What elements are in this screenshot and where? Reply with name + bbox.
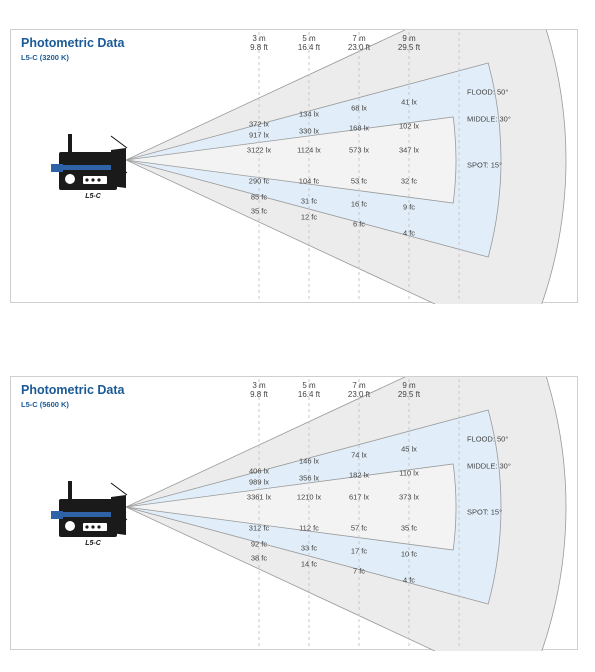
footcandle-value: 10 fc — [400, 549, 418, 559]
lux-value: 373 lx — [398, 492, 420, 502]
lux-value: 617 lx — [348, 492, 370, 502]
footcandle-value: 32 fc — [400, 176, 418, 186]
distance-header — [385, 34, 433, 52]
footcandle-value: 33 fc — [300, 543, 318, 553]
photometric-panel-5600k — [10, 376, 578, 650]
lux-value: 110 lx — [399, 468, 419, 478]
distance-feet: 9.8 ft — [250, 390, 268, 399]
distance-feet: 16.4 ft — [297, 43, 321, 52]
footcandle-value: 17 fc — [350, 546, 368, 556]
panel-title: Photometric Data — [21, 36, 125, 50]
lamp-model-label: L5-C — [85, 540, 101, 547]
distance-header — [285, 381, 333, 399]
button-dot-icon — [85, 525, 88, 528]
footcandle-value: 9 fc — [402, 202, 416, 212]
footcandle-value: 14 fc — [300, 559, 318, 569]
blue-stripe-icon — [63, 512, 115, 517]
distance-feet: 23.0 ft — [347, 43, 371, 52]
beam-angle-label: MIDDLE: 30° — [467, 461, 511, 471]
footcandle-value: 35 fc — [400, 523, 418, 533]
footcandle-value: 312 fc — [248, 523, 270, 533]
distance-header — [385, 381, 433, 399]
distance-header — [335, 381, 383, 399]
knob-icon — [64, 520, 76, 532]
footcandle-value: 4 fc — [402, 575, 416, 585]
lux-value: 1124 lx — [297, 145, 321, 155]
lamp-fixture-icon — [51, 134, 127, 200]
distance-meters: 3 m — [252, 34, 266, 43]
lux-value: 406 lx — [248, 466, 270, 476]
footcandle-value: 290 fc — [248, 176, 270, 186]
lux-value: 45 lx — [401, 444, 417, 454]
lux-value: 372 lx — [248, 119, 270, 129]
distance-meters: 3 m — [252, 381, 266, 390]
footcandle-value: 92 fc — [250, 539, 268, 549]
distance-meters: 5 m — [302, 34, 316, 43]
lens-front-icon — [111, 495, 126, 535]
blue-stripe-icon — [63, 165, 115, 170]
distance-feet: 29.5 ft — [397, 43, 421, 52]
distance-header — [235, 34, 283, 52]
lux-value: 347 lx — [398, 145, 420, 155]
footcandle-value: 104 fc — [298, 176, 320, 186]
distance-meters: 9 m — [402, 381, 416, 390]
beam-angle-label: SPOT: 15° — [467, 507, 503, 517]
lux-value: 41 lx — [401, 97, 417, 107]
distance-meters: 7 m — [352, 34, 366, 43]
lux-value: 134 lx — [298, 109, 320, 119]
lux-value: 330 lx — [298, 126, 320, 136]
handle-icon — [51, 164, 63, 172]
lux-value: 989 lx — [248, 477, 270, 487]
footcandle-value: 7 fc — [352, 566, 366, 576]
footcandle-value: 85 fc — [250, 192, 268, 202]
photometric-panel-3200k — [10, 29, 578, 303]
panel-subtitle: L5-C (3200 K) — [21, 53, 69, 62]
distance-meters: 9 m — [402, 34, 416, 43]
beam-angle-label: MIDDLE: 30° — [467, 114, 511, 124]
lux-value: 102 lx — [398, 121, 420, 131]
lux-value: 182 lx — [348, 470, 370, 480]
barn-door-icon — [111, 483, 127, 495]
handle-icon — [51, 511, 63, 519]
distance-meters: 5 m — [302, 381, 316, 390]
distance-feet: 23.0 ft — [347, 390, 371, 399]
beam-angle-label: FLOOD: 50° — [467, 87, 509, 97]
lux-value: 917 lx — [248, 130, 270, 140]
footcandle-value: 35 fc — [250, 206, 268, 216]
panel-title: Photometric Data — [21, 383, 125, 397]
lux-value: 356 lx — [298, 473, 320, 483]
footcandle-value: 57 fc — [350, 523, 368, 533]
footcandle-value: 4 fc — [402, 228, 416, 238]
distance-meters: 7 m — [352, 381, 366, 390]
lux-value: 3361 lx — [246, 492, 272, 502]
footcandle-value: 112 fc — [299, 523, 319, 533]
distance-header — [335, 34, 383, 52]
lux-value: 68 lx — [351, 103, 367, 113]
button-dot-icon — [85, 178, 88, 181]
panel-subtitle: L5-C (5600 K) — [21, 400, 69, 409]
beam-angle-label: SPOT: 15° — [467, 160, 503, 170]
barn-door-icon — [111, 136, 127, 148]
lux-value: 573 lx — [348, 145, 370, 155]
lux-value: 168 lx — [348, 123, 370, 133]
beam-angle-label: FLOOD: 50° — [467, 434, 509, 444]
footcandle-value: 12 fc — [300, 212, 318, 222]
lux-value: 146 lx — [298, 456, 320, 466]
lens-front-icon — [111, 148, 126, 188]
footcandle-value: 31 fc — [300, 196, 318, 206]
lux-value: 1210 lx — [296, 492, 322, 502]
distance-feet: 16.4 ft — [297, 390, 321, 399]
footcandle-value: 38 fc — [250, 553, 268, 563]
button-dot-icon — [97, 178, 100, 181]
button-dot-icon — [91, 525, 94, 528]
footcandle-value: 6 fc — [352, 219, 366, 229]
lamp-model-label: L5-C — [85, 193, 101, 200]
distance-header — [235, 381, 283, 399]
button-dot-icon — [97, 525, 100, 528]
button-dot-icon — [91, 178, 94, 181]
knob-icon — [64, 173, 76, 185]
distance-feet: 9.8 ft — [250, 43, 268, 52]
footcandle-value: 53 fc — [350, 176, 368, 186]
footcandle-value: 16 fc — [350, 199, 368, 209]
distance-header — [285, 34, 333, 52]
lamp-fixture-icon — [51, 481, 127, 547]
lux-value: 3122 lx — [246, 145, 272, 155]
distance-feet: 29.5 ft — [397, 390, 421, 399]
lux-value: 74 lx — [351, 450, 367, 460]
